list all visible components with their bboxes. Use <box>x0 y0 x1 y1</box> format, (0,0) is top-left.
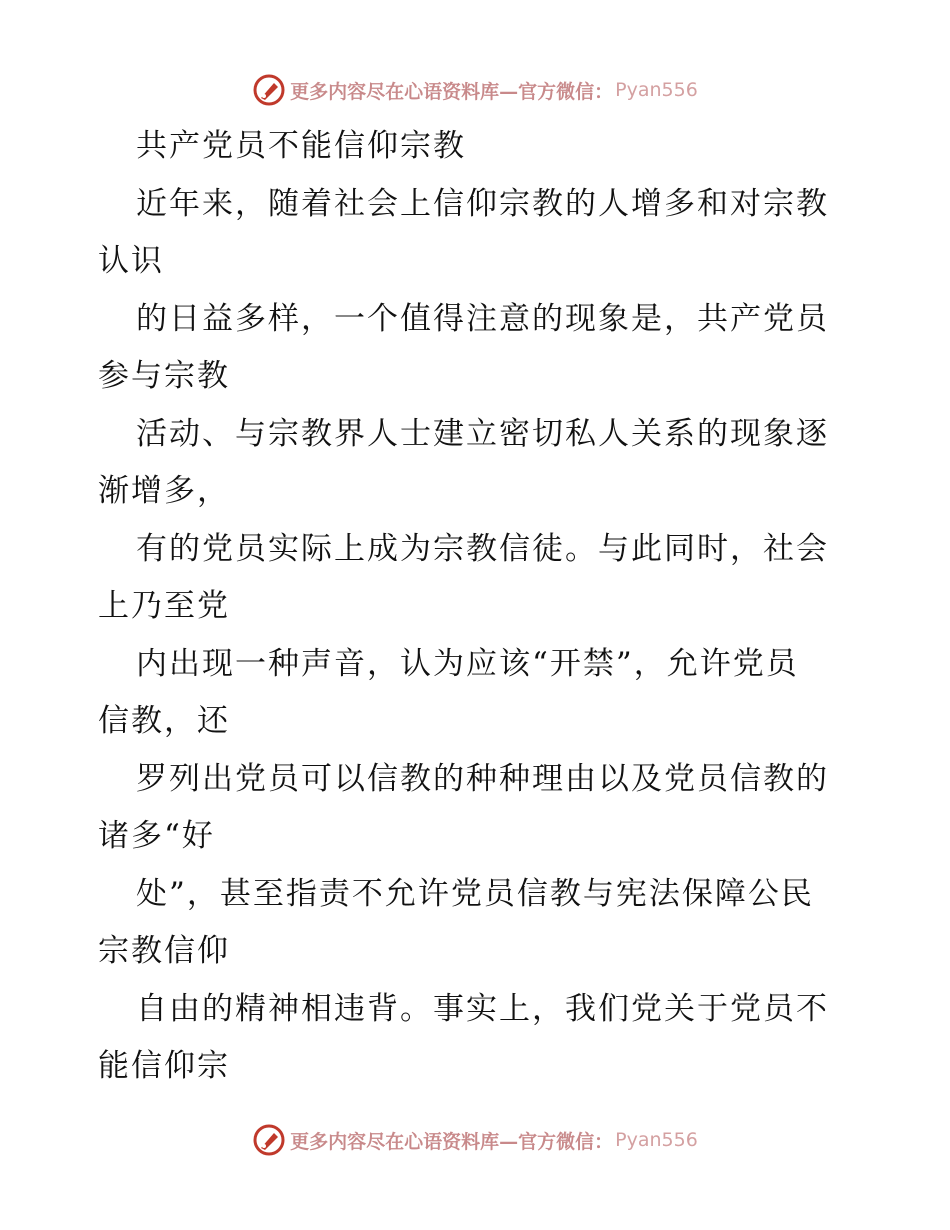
paragraph-line: 参与宗教 <box>98 358 230 394</box>
paragraph-line: 自由的精神相违背。事实上，我们党关于党员不 <box>136 990 829 1027</box>
paragraph-line: 宗教信仰 <box>98 933 230 969</box>
document-body <box>98 118 858 1096</box>
paragraph-line: 近年来，随着社会上信仰宗教的人增多和对宗教 <box>136 185 829 222</box>
footer-watermark <box>0 1118 950 1162</box>
watermark-id: Pyan556 <box>615 79 698 101</box>
watermark-id: Pyan556 <box>615 1129 698 1151</box>
document-title: 共产党员不能信仰宗教 <box>136 128 466 164</box>
paragraph-line: 渐增多， <box>98 473 230 509</box>
paragraph-line: 处”，甚至指责不允许党员信教与宪法保障公民 <box>136 875 814 912</box>
paragraph-line: 上乃至党 <box>98 588 230 624</box>
paragraph-line: 信教，还 <box>98 703 230 739</box>
pen-nib-circle-icon <box>252 73 286 107</box>
paragraph-line: 能信仰宗 <box>98 1048 230 1084</box>
paragraph-line: 诸多“好 <box>98 818 215 854</box>
watermark-text: 更多内容尽在心语资料库—官方微信： <box>290 1130 614 1153</box>
paragraph-line: 的日益多样，一个值得注意的现象是，共产党员 <box>136 300 829 337</box>
watermark-text: 更多内容尽在心语资料库—官方微信： <box>290 80 614 103</box>
header-watermark <box>0 68 950 112</box>
paragraph-line: 内出现一种声音，认为应该“开禁”，允许党员 <box>136 645 799 682</box>
paragraph-line: 有的党员实际上成为宗教信徒。与此同时，社会 <box>136 530 829 567</box>
pen-nib-circle-icon <box>252 1123 286 1157</box>
paragraph-line: 活动、与宗教界人士建立密切私人关系的现象逐 <box>136 415 829 452</box>
paragraph-line: 罗列出党员可以信教的种种理由以及党员信教的 <box>136 760 829 797</box>
paragraph-line: 认识 <box>98 243 164 279</box>
